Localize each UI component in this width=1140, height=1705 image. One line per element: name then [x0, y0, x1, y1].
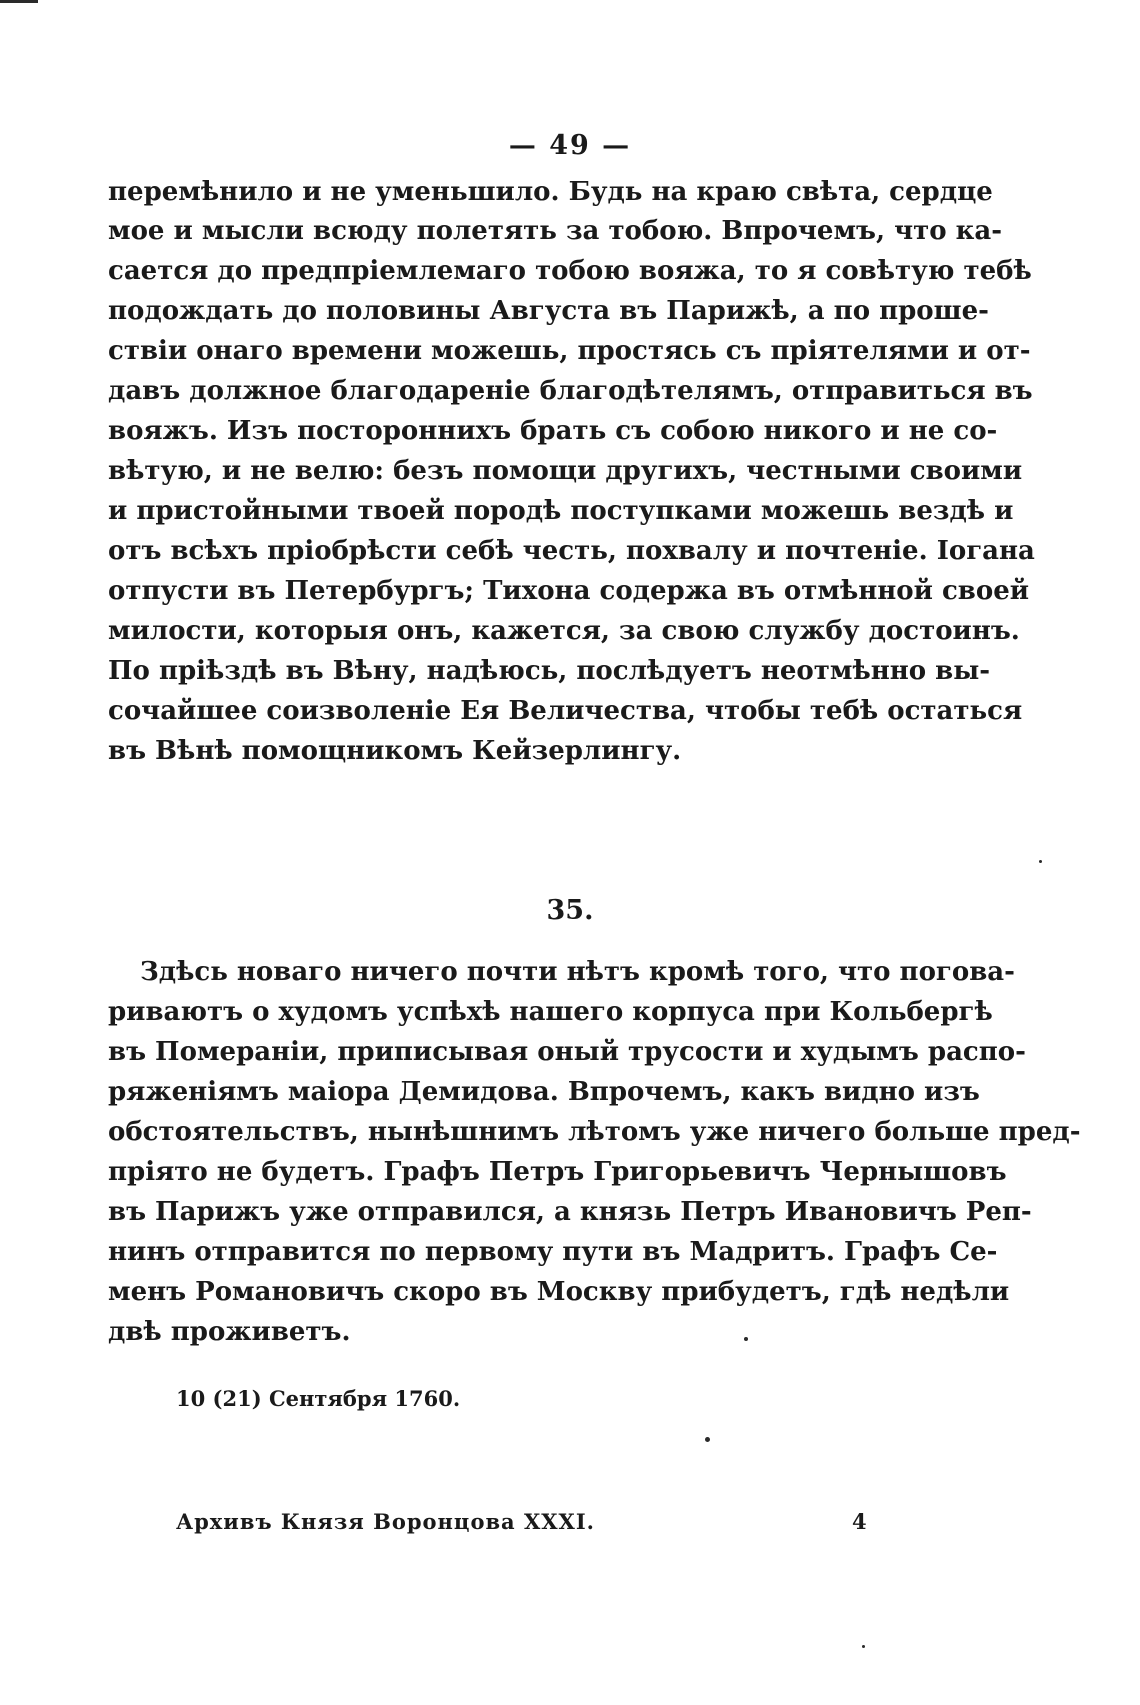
text-line: и пристойными твоей породѣ поступками можешь вездѣ и [108, 496, 1014, 526]
scan-corner-mark [0, 0, 38, 3]
letter-number: 35. [546, 895, 594, 926]
scan-speck [1039, 860, 1042, 863]
scan-speck [744, 1337, 748, 1341]
text-line: менъ Романовичъ скоро въ Москву прибудетъ, гдѣ недѣли [108, 1277, 1010, 1307]
text-line: давъ должное благодареніе благодѣтелямъ, отправиться въ [108, 376, 1033, 406]
text-line: перемѣнило и не уменьшило. Будь на краю свѣта, сердце [108, 177, 993, 207]
letter-date: 10 (21) Сентября 1760. [176, 1386, 461, 1411]
text-line: вѣтую, и не велю: безъ помощи другихъ, честными своими [108, 456, 1023, 486]
text-line: нинъ отправится по первому пути въ Мадритъ. Графъ Се- [108, 1237, 998, 1267]
text-line: въ Вѣнѣ помощникомъ Кейзерлингу. [108, 736, 682, 766]
text-line: подождать до половины Августа въ Парижѣ, а по проше- [108, 296, 989, 326]
footer-title: Архивъ Князя Воронцова XXXI. [176, 1509, 595, 1534]
scan-speck [862, 1645, 865, 1648]
text-line: пріято не будетъ. Графъ Петръ Григорьевичъ Чернышовъ [108, 1157, 1007, 1187]
text-line: двѣ проживетъ. [108, 1317, 351, 1347]
text-line: риваютъ о худомъ успѣхѣ нашего корпуса при Кольбергѣ [108, 997, 993, 1027]
scan-speck [705, 1437, 710, 1442]
text-line: обстоятельствъ, нынѣшнимъ лѣтомъ уже ничего больше пред- [108, 1117, 1081, 1147]
text-line: По пріѣздѣ въ Вѣну, надѣюсь, послѣдуетъ неотмѣнно вы- [108, 656, 991, 686]
text-line: ряженіямъ маіора Демидова. Впрочемъ, какъ видно изъ [108, 1077, 980, 1107]
text-line: въ Парижъ уже отправился, а князь Петръ Ивановичъ Реп- [108, 1197, 1032, 1227]
footer-signature: 4 [852, 1509, 867, 1534]
text-line: отъ всѣхъ пріобрѣсти себѣ честь, похвалу и почтеніе. Іогана [108, 536, 1035, 566]
page-number: — 49 — [508, 130, 632, 161]
text-line: мое и мысли всюду полетять за тобою. Впрочемъ, что ка- [108, 216, 1003, 246]
text-line: Здѣсь новаго ничего почти нѣтъ кромѣ того, что погова- [140, 957, 1015, 987]
text-line: милости, которыя онъ, кажется, за свою службу достоинъ. [108, 616, 1020, 646]
text-line: сочайшее соизволеніе Ея Величества, чтобы тебѣ остаться [108, 696, 1023, 726]
text-line: ствіи онаго времени можешь, простясь съ пріятелями и от- [108, 336, 1031, 366]
text-line: въ Помераніи, приписывая оный трусости и худымъ распо- [108, 1037, 1026, 1067]
text-line: сается до предпріемлемаго тобою вояжа, то я совѣтую тебѣ [108, 256, 1032, 286]
text-line: вояжъ. Изъ постороннихъ брать съ собою никого и не со- [108, 416, 998, 446]
text-line: отпусти въ Петербургъ; Тихона содержа въ отмѣнной своей [108, 576, 1030, 606]
